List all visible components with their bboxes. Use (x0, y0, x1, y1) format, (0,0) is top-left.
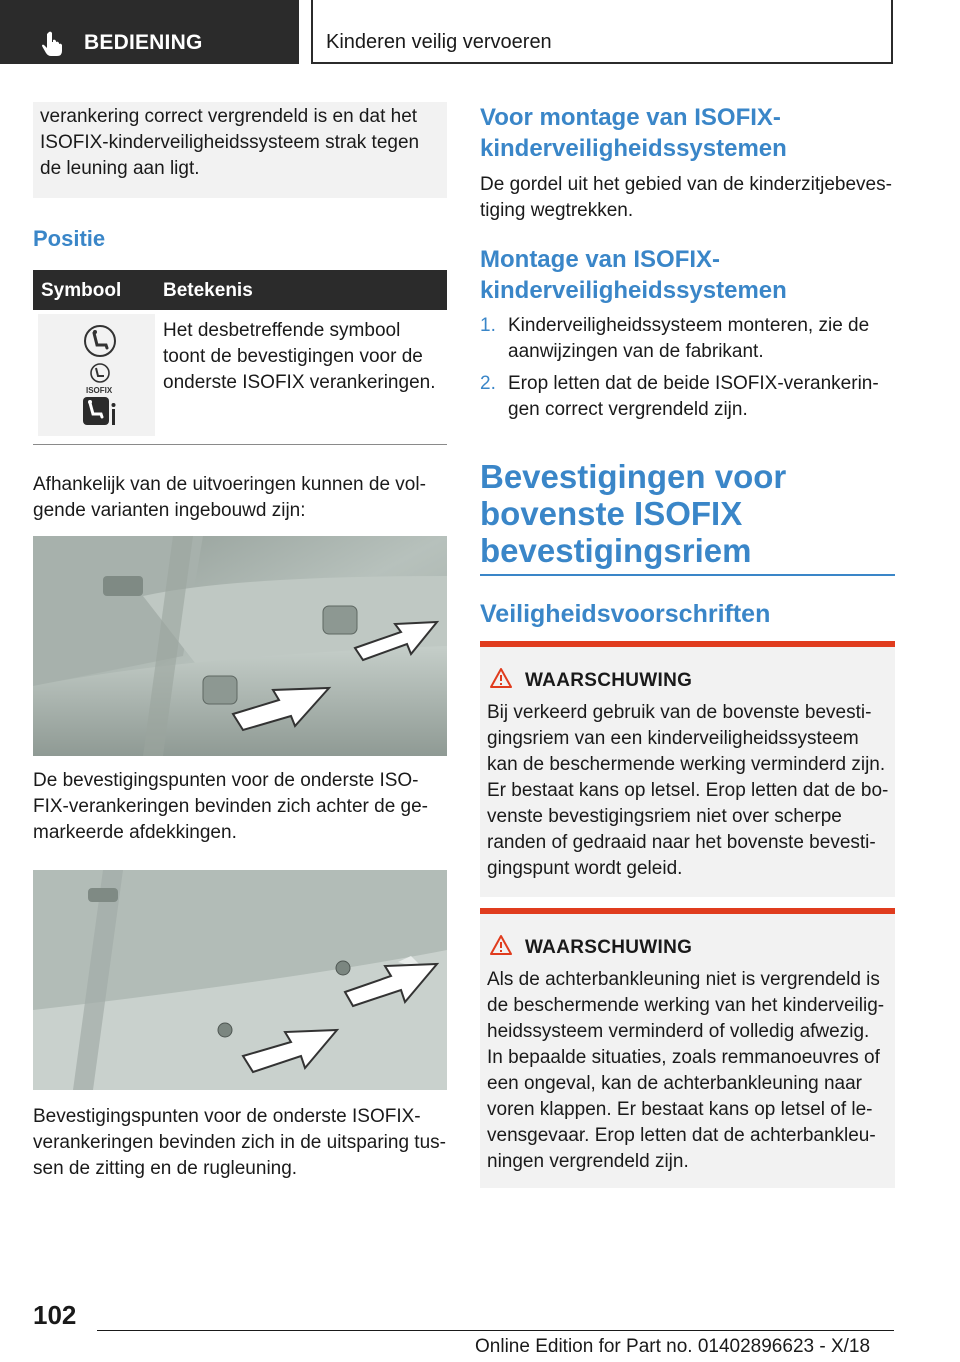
isofix-seat-icon (83, 324, 117, 358)
step-text: gen correct vergrendeld zijn. (508, 399, 748, 420)
voor-montage-heading: Voor montage van ISOFIX- (480, 104, 781, 131)
voor-montage-heading: kinderveiligheidssystemen (480, 135, 787, 162)
montage-heading: Montage van ISOFIX- (480, 246, 721, 273)
bevestigingen-heading: Bevestigingen voor (480, 458, 787, 495)
warning1-text: Er bestaat kans op letsel. Erop letten dat de bo- (487, 780, 889, 801)
step-number: 1. (480, 315, 496, 336)
footer-edition: Online Edition for Part no. 01402896623 - X/18 (475, 1336, 871, 1357)
warning2-text: ningen vergrendeld zijn. (487, 1151, 689, 1172)
step-text: Erop letten dat de beide ISOFIX-verankerin- (508, 373, 879, 394)
photo1-caption: FIX-verankeringen bevinden zich achter de ge- (33, 796, 429, 817)
footer-rule (97, 1330, 894, 1331)
photo2-caption: Bevestigingspunten voor de onderste ISOFIX- (33, 1106, 421, 1127)
warning2-text: een ongeval, kan de achterbankleuning naar (487, 1073, 863, 1094)
warning1-text: Bij verkeerd gebruik van de bovenste bevesti- (487, 702, 872, 723)
photo1-caption: De bevestigingspunten voor de onderste ISO- (33, 770, 419, 791)
intro-line: ISOFIX-kinderveiligheidssysteem strak tegen (40, 132, 420, 153)
header-section-label: BEDIENING (84, 31, 203, 54)
step-text: aanwijzingen van de fabrikant. (508, 341, 764, 362)
montage-heading: kinderveiligheidssystemen (480, 277, 787, 304)
warning1-title: WAARSCHUWING (525, 670, 693, 691)
voor-montage-text: De gordel uit het gebied van de kinderzitjebeves- (480, 174, 892, 195)
warning2-title: WAARSCHUWING (525, 937, 693, 958)
rear-seat-photo-covers (33, 536, 447, 756)
photo1-caption: markeerde afdekkingen. (33, 822, 237, 843)
table-header-betekenis: Betekenis (163, 280, 253, 301)
step-text: Kinderveiligheidssysteem monteren, zie de (508, 315, 870, 336)
warning2-text: Als de achterbankleuning niet is vergrendeld is (487, 969, 880, 990)
table-header-symbool: Symbool (41, 280, 122, 301)
bevestigingen-heading: bevestigingsriem (480, 532, 752, 569)
isofix-label: ISOFIX (86, 386, 113, 395)
step-number: 2. (480, 373, 496, 394)
warning2-text: heidssysteem verminderd of volledig afwezig. (487, 1021, 870, 1042)
page-number: 102 (33, 1300, 77, 1330)
warning2-text: de beschermende werking van het kinderveilig- (487, 995, 885, 1016)
heading-rule (480, 574, 895, 576)
warning1-text: gingsriem van een kinderveiligheidssysteem (487, 728, 859, 749)
bevestigingen-heading: bovenste ISOFIX (480, 495, 743, 532)
warning-triangle-icon (489, 934, 513, 956)
veiligheidsvoorschriften-heading: Veiligheidsvoorschriften (480, 600, 771, 628)
photo2-caption: sen de zitting en de rugleuning. (33, 1158, 298, 1179)
warning2-text: In bepaalde situaties, zoals remmanoeuvres of (487, 1047, 880, 1068)
warning1-text: gingspunt wordt geleid. (487, 858, 683, 879)
isofix-seat-icon-small (87, 362, 113, 384)
isofix-info-icon (82, 396, 118, 428)
warning1-text: randen of gedraaid naar het bovenste bevesti- (487, 832, 876, 853)
intro-line: verankering correct vergrendeld is en dat het (40, 106, 418, 127)
variants-paragraph: Afhankelijk van de uitvoeringen kunnen de vol- (33, 474, 426, 495)
hand-pointer-icon (40, 30, 66, 56)
warning-triangle-icon (489, 667, 513, 689)
intro-line: de leuning aan ligt. (40, 158, 200, 179)
warning1-text: venste bevestigingsriem niet over scherpe (487, 806, 842, 827)
warning1-text: kan de beschermende werking verminderd zijn. (487, 754, 886, 775)
warning2-text: vensgevaar. Erop letten dat de achterbankleu- (487, 1125, 876, 1146)
positie-heading: Positie (33, 226, 106, 251)
table-row-text: toont de bevestigingen voor de (163, 346, 423, 367)
table-bottom-rule (33, 444, 447, 445)
header-title: Kinderen veilig vervoeren (326, 31, 552, 53)
table-row-text: Het desbetreffende symbool (163, 320, 401, 341)
table-row-text: onderste ISOFIX verankeringen. (163, 372, 436, 393)
warning2-text: voren klappen. Er bestaat kans op letsel of le- (487, 1099, 873, 1120)
rear-seat-photo-gap (33, 870, 447, 1090)
variants-paragraph: gende varianten ingebouwd zijn: (33, 500, 306, 521)
photo2-caption: verankeringen bevinden zich in de uitsparing tus- (33, 1132, 446, 1153)
voor-montage-text: tiging wegtrekken. (480, 200, 634, 221)
